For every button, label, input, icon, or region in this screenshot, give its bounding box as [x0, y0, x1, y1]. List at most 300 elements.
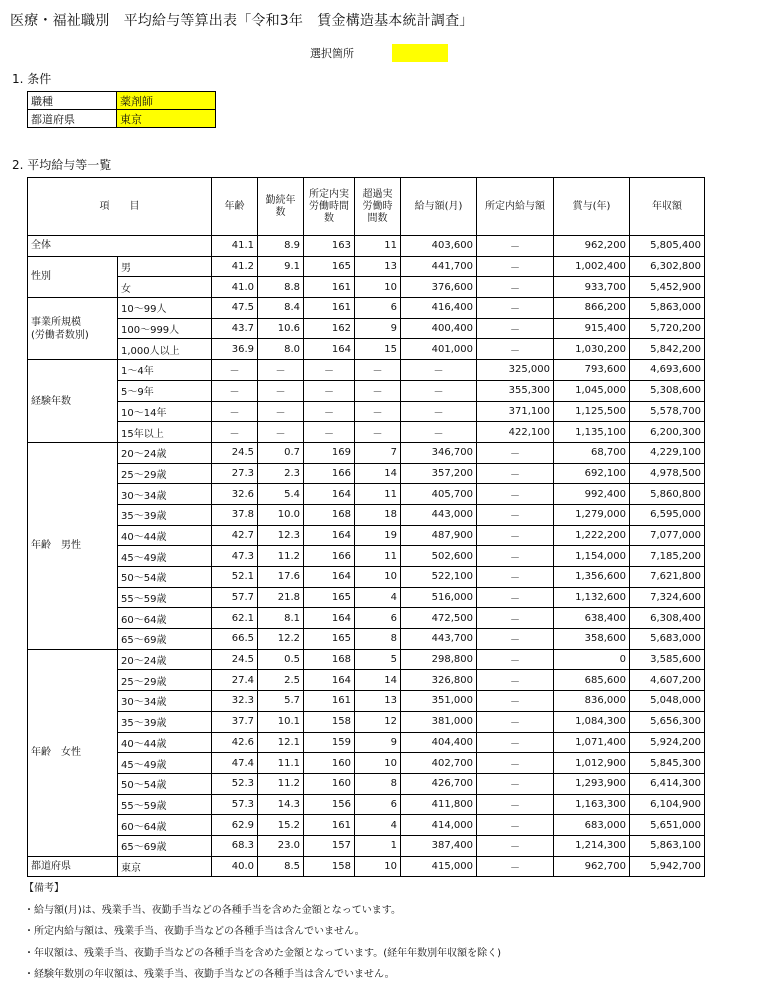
cell-monthly-pay: 472,500: [401, 608, 477, 629]
note-line: ・給与額(月)は、残業手当、夜勤手当などの各種手当を含めた金額となっています。: [24, 904, 402, 916]
cell-age: －: [212, 360, 258, 381]
cell-scheduled-pay: －: [477, 442, 554, 463]
cell-monthly-pay: 381,000: [401, 711, 477, 732]
table-row: [28, 463, 705, 484]
row-label: 20～24歳: [118, 649, 212, 670]
cell-tenure: 12.3: [258, 525, 304, 546]
selected-color-swatch: [392, 44, 448, 62]
cell-age: 68.3: [212, 835, 258, 856]
cell-bonus: 685,600: [554, 670, 630, 691]
cell-bonus: 692,100: [554, 463, 630, 484]
cell-tenure: 2.3: [258, 463, 304, 484]
cell-overtime-hours: 9: [355, 318, 401, 339]
cell-scheduled-pay: －: [477, 277, 554, 298]
cell-monthly-pay: 346,700: [401, 442, 477, 463]
cell-scheduled-pay: －: [477, 649, 554, 670]
cell-tenure: －: [258, 422, 304, 443]
cell-annual: 5,048,000: [630, 691, 705, 712]
row-label: 55～59歳: [118, 794, 212, 815]
cell-overtime-hours: 14: [355, 670, 401, 691]
cell-scheduled-hours: 159: [304, 732, 355, 753]
header-item: 項 目: [28, 178, 212, 236]
cell-age: 43.7: [212, 318, 258, 339]
cell-annual: 6,595,000: [630, 504, 705, 525]
cell-overtime-hours: －: [355, 422, 401, 443]
cell-bonus: 866,200: [554, 298, 630, 319]
cell-tenure: 5.4: [258, 484, 304, 505]
row-label: 60～64歳: [118, 608, 212, 629]
row-label: 10～14年: [118, 401, 212, 422]
cell-scheduled-pay: －: [477, 587, 554, 608]
cell-monthly-pay: 387,400: [401, 835, 477, 856]
cell-scheduled-pay: －: [477, 463, 554, 484]
cell-annual: 5,942,700: [630, 856, 705, 877]
cell-overtime-hours: －: [355, 380, 401, 401]
cell-monthly-pay: 516,000: [401, 587, 477, 608]
cell-bonus: 1,222,200: [554, 525, 630, 546]
cell-bonus: 933,700: [554, 277, 630, 298]
cell-bonus: 0: [554, 649, 630, 670]
cell-scheduled-pay: －: [477, 732, 554, 753]
cell-overtime-hours: 10: [355, 753, 401, 774]
cell-bonus: 358,600: [554, 629, 630, 650]
cell-age: 41.0: [212, 277, 258, 298]
cell-monthly-pay: 416,400: [401, 298, 477, 319]
cell-scheduled-hours: 165: [304, 587, 355, 608]
cell-monthly-pay: －: [401, 401, 477, 422]
header-monthly-pay: 給与額(月): [401, 178, 477, 236]
cell-annual: 3,585,600: [630, 649, 705, 670]
cell-monthly-pay: 414,000: [401, 815, 477, 836]
cell-annual: 5,656,300: [630, 711, 705, 732]
cell-age: 62.9: [212, 815, 258, 836]
cell-scheduled-pay: －: [477, 815, 554, 836]
cell-bonus: 793,600: [554, 360, 630, 381]
selected-label: 選択箇所: [310, 47, 354, 60]
table-row: [28, 856, 705, 877]
cell-scheduled-pay: －: [477, 525, 554, 546]
table-row: [28, 794, 705, 815]
note-line: ・所定内給与額は、残業手当、夜勤手当などの各種手当は含んでいません。: [24, 926, 365, 937]
header-annual: 年収額: [630, 178, 705, 236]
table-row: [28, 339, 705, 360]
cell-scheduled-hours: 165: [304, 256, 355, 277]
cell-age: 66.5: [212, 629, 258, 650]
cell-scheduled-pay: －: [477, 691, 554, 712]
row-label: 100～999人: [118, 318, 212, 339]
cell-age: 40.0: [212, 856, 258, 877]
cell-bonus: 1,214,300: [554, 835, 630, 856]
cell-scheduled-hours: 157: [304, 835, 355, 856]
cell-overtime-hours: 6: [355, 794, 401, 815]
cell-overtime-hours: －: [355, 401, 401, 422]
cell-tenure: 11.2: [258, 546, 304, 567]
row-label: 40～44歳: [118, 525, 212, 546]
cell-overtime-hours: 8: [355, 773, 401, 794]
cell-scheduled-hours: －: [304, 422, 355, 443]
cell-scheduled-pay: －: [477, 567, 554, 588]
cell-tenure: 8.1: [258, 608, 304, 629]
cell-scheduled-hours: 162: [304, 318, 355, 339]
row-label: 30～34歳: [118, 484, 212, 505]
table-row: [28, 773, 705, 794]
cell-annual: 7,621,800: [630, 567, 705, 588]
cell-scheduled-hours: 163: [304, 236, 355, 257]
cell-bonus: 1,012,900: [554, 753, 630, 774]
cell-age: 47.4: [212, 753, 258, 774]
header-bonus: 賞与(年): [554, 178, 630, 236]
cell-bonus: 68,700: [554, 442, 630, 463]
cell-scheduled-hours: 158: [304, 711, 355, 732]
cell-annual: 4,693,600: [630, 360, 705, 381]
row-label: 35～39歳: [118, 711, 212, 732]
table-row: [28, 380, 705, 401]
cell-monthly-pay: 376,600: [401, 277, 477, 298]
cell-tenure: 17.6: [258, 567, 304, 588]
cell-tenure: 15.2: [258, 815, 304, 836]
cell-age: 42.7: [212, 525, 258, 546]
page-title: 医療・福祉職別 平均給与等算出表「令和3年 賃金構造基本統計調査」: [10, 13, 474, 29]
header-scheduled-pay: 所定内給与額: [477, 178, 554, 236]
cell-monthly-pay: 298,800: [401, 649, 477, 670]
cell-scheduled-hours: －: [304, 360, 355, 381]
condition-row-occupation: [28, 92, 216, 110]
cell-annual: 5,578,700: [630, 401, 705, 422]
cell-tenure: 0.5: [258, 649, 304, 670]
cell-bonus: 915,400: [554, 318, 630, 339]
cell-age: 37.7: [212, 711, 258, 732]
cell-scheduled-pay: －: [477, 298, 554, 319]
table-row: [28, 442, 705, 463]
cell-scheduled-pay: －: [477, 318, 554, 339]
cell-overtime-hours: 10: [355, 856, 401, 877]
cell-monthly-pay: 426,700: [401, 773, 477, 794]
cell-monthly-pay: 357,200: [401, 463, 477, 484]
cell-overtime-hours: 13: [355, 691, 401, 712]
cell-bonus: 1,279,000: [554, 504, 630, 525]
cell-monthly-pay: 326,800: [401, 670, 477, 691]
row-label: 35～39歳: [118, 504, 212, 525]
cell-scheduled-hours: 161: [304, 298, 355, 319]
occupation-select[interactable]: 薬剤師: [117, 92, 216, 110]
cell-annual: 6,200,300: [630, 422, 705, 443]
cell-monthly-pay: 401,000: [401, 339, 477, 360]
cell-age: 27.3: [212, 463, 258, 484]
cell-overtime-hours: 19: [355, 525, 401, 546]
cell-monthly-pay: 411,800: [401, 794, 477, 815]
cell-annual: 7,324,600: [630, 587, 705, 608]
table-row: [28, 753, 705, 774]
cell-tenure: 8.0: [258, 339, 304, 360]
cell-monthly-pay: 404,400: [401, 732, 477, 753]
cell-scheduled-pay: －: [477, 794, 554, 815]
cell-overtime-hours: 14: [355, 463, 401, 484]
row-group-label: 年齢 男性: [28, 442, 118, 649]
cell-bonus: 1,132,600: [554, 587, 630, 608]
cell-monthly-pay: 415,000: [401, 856, 477, 877]
cell-annual: 5,651,000: [630, 815, 705, 836]
cell-annual: 5,452,900: [630, 277, 705, 298]
header-tenure: 勤続年数: [258, 178, 304, 236]
notes: [24, 878, 501, 986]
cell-age: 57.3: [212, 794, 258, 815]
row-label: 20～24歳: [118, 442, 212, 463]
cell-annual: 7,077,000: [630, 525, 705, 546]
row-label: 1,000人以上: [118, 339, 212, 360]
cell-annual: 4,229,100: [630, 442, 705, 463]
row-label: 10～99人: [118, 298, 212, 319]
cell-tenure: 9.1: [258, 256, 304, 277]
cell-tenure: 8.5: [258, 856, 304, 877]
row-label: 女: [118, 277, 212, 298]
row-label: 東京: [118, 856, 212, 877]
note-line: ・年収額は、残業手当、夜勤手当などの各種手当を含めた金額となっています。(経年年数別年収額を除く): [24, 947, 502, 959]
cell-age: 37.8: [212, 504, 258, 525]
cell-scheduled-hours: 161: [304, 691, 355, 712]
cell-bonus: 1,125,500: [554, 401, 630, 422]
header-scheduled-hours: 所定内実労働時間数: [304, 178, 355, 236]
cell-monthly-pay: －: [401, 380, 477, 401]
salary-table: [27, 177, 705, 877]
cell-monthly-pay: 403,600: [401, 236, 477, 257]
row-group-label: 性別: [28, 256, 118, 297]
cell-age: 47.5: [212, 298, 258, 319]
cell-bonus: 1,154,000: [554, 546, 630, 567]
cell-overtime-hours: 18: [355, 504, 401, 525]
cell-monthly-pay: 441,700: [401, 256, 477, 277]
cell-overtime-hours: 12: [355, 711, 401, 732]
cell-bonus: 992,400: [554, 484, 630, 505]
cell-monthly-pay: 502,600: [401, 546, 477, 567]
row-label: 5～9年: [118, 380, 212, 401]
cell-bonus: 1,293,900: [554, 773, 630, 794]
cell-scheduled-hours: 164: [304, 484, 355, 505]
table-row: [28, 256, 705, 277]
row-label: 65～69歳: [118, 835, 212, 856]
table-row: [28, 835, 705, 856]
table-row: [28, 629, 705, 650]
cell-annual: 7,185,200: [630, 546, 705, 567]
section-conditions-heading: 1. 条件: [12, 72, 52, 86]
cell-bonus: 683,000: [554, 815, 630, 836]
cell-age: 24.5: [212, 442, 258, 463]
cell-scheduled-pay: －: [477, 504, 554, 525]
table-row: [28, 318, 705, 339]
cell-monthly-pay: 487,900: [401, 525, 477, 546]
cell-bonus: 1,084,300: [554, 711, 630, 732]
header-age: 年齢: [212, 178, 258, 236]
note-line: ・経験年数別の年収額は、残業手当、夜勤手当などの各種手当は含んでいません。: [24, 969, 395, 980]
row-label: 25～29歳: [118, 670, 212, 691]
cell-overtime-hours: 4: [355, 815, 401, 836]
conditions-table: [27, 91, 216, 128]
cell-scheduled-hours: 168: [304, 504, 355, 525]
cell-scheduled-hours: 160: [304, 773, 355, 794]
table-row: [28, 608, 705, 629]
cell-scheduled-hours: 158: [304, 856, 355, 877]
cell-tenure: 12.1: [258, 732, 304, 753]
cell-tenure: 2.5: [258, 670, 304, 691]
table-row: [28, 587, 705, 608]
cell-age: 42.6: [212, 732, 258, 753]
cell-annual: 5,683,000: [630, 629, 705, 650]
cell-monthly-pay: 351,000: [401, 691, 477, 712]
cell-scheduled-pay: －: [477, 339, 554, 360]
notes-title: 【備考】: [24, 883, 64, 894]
cell-scheduled-pay: －: [477, 711, 554, 732]
cell-scheduled-pay: －: [477, 608, 554, 629]
cell-scheduled-hours: －: [304, 401, 355, 422]
cell-age: 27.4: [212, 670, 258, 691]
cell-age: 52.1: [212, 567, 258, 588]
row-label: 40～44歳: [118, 732, 212, 753]
cell-tenure: 0.7: [258, 442, 304, 463]
cell-scheduled-pay: －: [477, 670, 554, 691]
cell-overtime-hours: 9: [355, 732, 401, 753]
cell-monthly-pay: －: [401, 422, 477, 443]
table-row: [28, 546, 705, 567]
cell-annual: 6,308,400: [630, 608, 705, 629]
cell-scheduled-pay: －: [477, 236, 554, 257]
cell-bonus: 1,163,300: [554, 794, 630, 815]
table-row: [28, 401, 705, 422]
cell-age: －: [212, 422, 258, 443]
cell-annual: 6,302,800: [630, 256, 705, 277]
cell-bonus: 638,400: [554, 608, 630, 629]
row-label: 25～29歳: [118, 463, 212, 484]
cell-age: －: [212, 401, 258, 422]
cell-scheduled-hours: －: [304, 380, 355, 401]
cell-tenure: 14.3: [258, 794, 304, 815]
table-header-row: [28, 178, 705, 236]
cell-annual: 6,414,300: [630, 773, 705, 794]
row-label: 1～4年: [118, 360, 212, 381]
cell-overtime-hours: 11: [355, 546, 401, 567]
condition-label: 都道府県: [28, 110, 117, 128]
cell-tenure: 8.8: [258, 277, 304, 298]
cell-scheduled-hours: 164: [304, 525, 355, 546]
cell-scheduled-hours: 164: [304, 339, 355, 360]
cell-tenure: 8.9: [258, 236, 304, 257]
cell-overtime-hours: 4: [355, 587, 401, 608]
cell-scheduled-hours: 161: [304, 277, 355, 298]
row-label: 45～49歳: [118, 753, 212, 774]
cell-scheduled-pay: －: [477, 629, 554, 650]
cell-tenure: 12.2: [258, 629, 304, 650]
row-label: 15年以上: [118, 422, 212, 443]
row-label: 55～59歳: [118, 587, 212, 608]
cell-scheduled-hours: 156: [304, 794, 355, 815]
cell-scheduled-hours: 166: [304, 546, 355, 567]
cell-scheduled-pay: －: [477, 773, 554, 794]
cell-age: 24.5: [212, 649, 258, 670]
cell-annual: 5,863,000: [630, 298, 705, 319]
cell-tenure: 21.8: [258, 587, 304, 608]
cell-bonus: 1,002,400: [554, 256, 630, 277]
row-label: 60～64歳: [118, 815, 212, 836]
cell-overtime-hours: 11: [355, 484, 401, 505]
cell-tenure: 11.1: [258, 753, 304, 774]
cell-scheduled-pay: －: [477, 835, 554, 856]
cell-tenure: 8.4: [258, 298, 304, 319]
table-row: [28, 422, 705, 443]
cell-age: 47.3: [212, 546, 258, 567]
row-group-label: 都道府県: [28, 856, 118, 877]
cell-overtime-hours: 6: [355, 608, 401, 629]
cell-bonus: 1,071,400: [554, 732, 630, 753]
cell-tenure: 10.1: [258, 711, 304, 732]
cell-overtime-hours: 10: [355, 277, 401, 298]
table-row: [28, 298, 705, 319]
cell-overtime-hours: 1: [355, 835, 401, 856]
cell-tenure: －: [258, 380, 304, 401]
cell-bonus: 1,356,600: [554, 567, 630, 588]
section-list-heading: 2. 平均給与等一覧: [12, 158, 112, 172]
cell-monthly-pay: 443,000: [401, 504, 477, 525]
cell-monthly-pay: 522,100: [401, 567, 477, 588]
prefecture-select[interactable]: 東京: [117, 110, 216, 128]
row-label: 65～69歳: [118, 629, 212, 650]
cell-bonus: 836,000: [554, 691, 630, 712]
row-group-label: 全体: [28, 236, 212, 257]
cell-monthly-pay: －: [401, 360, 477, 381]
cell-scheduled-hours: 164: [304, 608, 355, 629]
row-label: 50～54歳: [118, 773, 212, 794]
cell-annual: 4,978,500: [630, 463, 705, 484]
cell-annual: 5,308,600: [630, 380, 705, 401]
table-row: [28, 236, 705, 257]
cell-scheduled-pay: －: [477, 856, 554, 877]
cell-scheduled-pay: 355,300: [477, 380, 554, 401]
cell-age: 32.6: [212, 484, 258, 505]
cell-overtime-hours: 10: [355, 567, 401, 588]
cell-annual: 5,842,200: [630, 339, 705, 360]
cell-monthly-pay: 400,400: [401, 318, 477, 339]
cell-scheduled-hours: 165: [304, 629, 355, 650]
condition-row-prefecture: [28, 110, 216, 128]
row-label: 50～54歳: [118, 567, 212, 588]
cell-overtime-hours: 7: [355, 442, 401, 463]
cell-overtime-hours: 6: [355, 298, 401, 319]
cell-scheduled-hours: 160: [304, 753, 355, 774]
cell-bonus: 1,030,200: [554, 339, 630, 360]
cell-annual: 5,860,800: [630, 484, 705, 505]
cell-age: 36.9: [212, 339, 258, 360]
table-row: [28, 711, 705, 732]
cell-annual: 5,720,200: [630, 318, 705, 339]
row-group-label: 事業所規模 (労働者数別): [28, 298, 118, 360]
header-overtime-hours: 超過実労働時間数: [355, 178, 401, 236]
cell-monthly-pay: 443,700: [401, 629, 477, 650]
cell-scheduled-hours: 169: [304, 442, 355, 463]
cell-scheduled-pay: －: [477, 484, 554, 505]
cell-annual: 5,805,400: [630, 236, 705, 257]
cell-tenure: 10.6: [258, 318, 304, 339]
row-label: 30～34歳: [118, 691, 212, 712]
cell-scheduled-hours: 161: [304, 815, 355, 836]
cell-scheduled-pay: －: [477, 546, 554, 567]
cell-overtime-hours: 13: [355, 256, 401, 277]
row-group-label: 年齢 女性: [28, 649, 118, 856]
cell-monthly-pay: 402,700: [401, 753, 477, 774]
cell-tenure: 23.0: [258, 835, 304, 856]
cell-overtime-hours: 11: [355, 236, 401, 257]
table-row: [28, 732, 705, 753]
cell-overtime-hours: 8: [355, 629, 401, 650]
cell-annual: 5,845,300: [630, 753, 705, 774]
cell-scheduled-pay: 325,000: [477, 360, 554, 381]
condition-label: 職種: [28, 92, 117, 110]
